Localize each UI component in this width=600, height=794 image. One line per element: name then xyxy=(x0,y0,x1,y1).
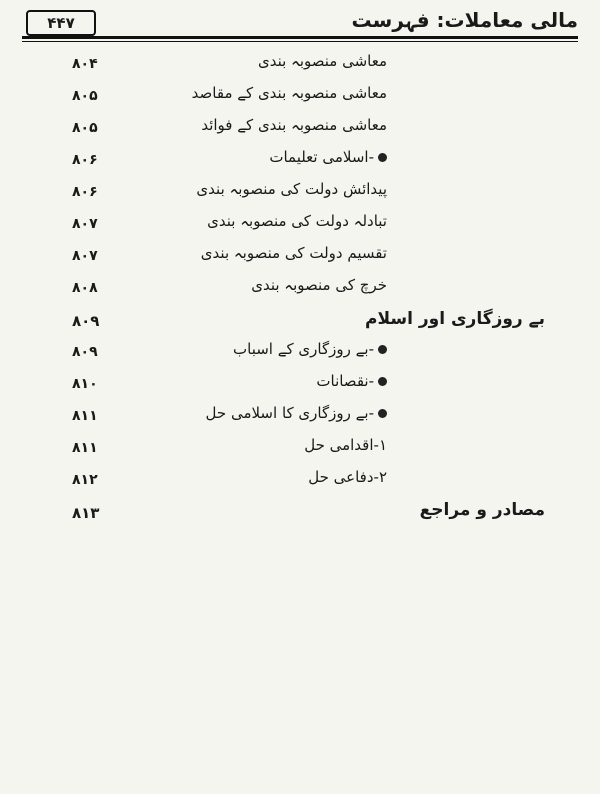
header-rule xyxy=(22,36,578,39)
bullet-icon xyxy=(378,345,387,354)
toc-title-text: تبادلہ دولت کی منصوبہ بندی xyxy=(207,212,387,230)
toc-title-text: -بے روزگاری کے اسباب xyxy=(233,340,374,358)
toc-page-number: ۸۰۷ xyxy=(72,216,98,232)
toc-page-number: ۸۰۶ xyxy=(72,184,98,200)
toc-title-text: ۲-دفاعی حل xyxy=(308,468,387,486)
table-of-contents xyxy=(0,50,600,530)
toc-entry xyxy=(0,242,600,274)
toc-title xyxy=(201,244,387,262)
toc-entry xyxy=(0,402,600,434)
bullet-icon xyxy=(378,377,387,386)
toc-title xyxy=(316,372,387,390)
bullet-icon xyxy=(378,153,387,162)
toc-page-number: ۸۱۱ xyxy=(72,408,98,424)
toc-entry xyxy=(0,210,600,242)
toc-page-number: ۸۰۹ xyxy=(72,344,98,360)
toc-entry xyxy=(0,114,600,146)
toc-title xyxy=(258,52,387,70)
toc-page-number: ۸۱۲ xyxy=(72,472,98,488)
toc-title-text: پیدائش دولت کی منصوبہ بندی xyxy=(196,180,387,198)
toc-title xyxy=(304,436,387,454)
toc-entry xyxy=(0,178,600,210)
toc-title xyxy=(207,212,387,230)
toc-page-number: ۸۰۸ xyxy=(72,280,98,296)
toc-entry xyxy=(0,306,600,338)
toc-title-text: مصادر و مراجع xyxy=(419,500,545,520)
toc-title xyxy=(201,116,387,134)
toc-title-text: خرچ کی منصوبہ بندی xyxy=(251,276,387,294)
toc-title xyxy=(233,340,387,358)
toc-title-text: تقسیم دولت کی منصوبہ بندی xyxy=(200,244,387,262)
toc-page-number: ۸۱۰ xyxy=(72,376,98,392)
toc-page-number: ۸۰۵ xyxy=(72,120,98,136)
toc-page-number: ۸۰۴ xyxy=(72,56,98,72)
toc-title-text: بے روزگاری اور اسلام xyxy=(365,309,545,329)
header-rule-thin xyxy=(22,41,578,42)
toc-title xyxy=(308,468,387,486)
toc-title xyxy=(269,148,387,166)
toc-title-text: معاشی منصوبہ بندی xyxy=(257,52,387,70)
toc-entry xyxy=(0,434,600,466)
toc-title xyxy=(420,500,545,520)
toc-title-text: -بے روزگاری کا اسلامی حل xyxy=(205,404,374,422)
toc-entry xyxy=(0,50,600,82)
toc-title-text: -نقصانات xyxy=(316,372,374,390)
toc-page-number: ۸۰۵ xyxy=(72,88,98,104)
page-header xyxy=(22,8,578,36)
toc-title-text: -اسلامی تعلیمات xyxy=(269,148,374,166)
toc-entry xyxy=(0,466,600,498)
running-title: مالی معاملات: فہرست xyxy=(351,8,578,32)
toc-entry xyxy=(0,370,600,402)
toc-entry xyxy=(0,274,600,306)
toc-title xyxy=(365,308,545,329)
toc-entry xyxy=(0,146,600,178)
toc-title-text: معاشی منصوبہ بندی کے فوائد xyxy=(201,116,387,134)
toc-page-number: ۸۱۱ xyxy=(72,440,98,456)
toc-title xyxy=(251,276,387,294)
toc-entry xyxy=(0,498,600,530)
toc-title xyxy=(206,404,387,422)
toc-entry xyxy=(0,338,600,370)
toc-page-number: ۸۰۷ xyxy=(72,248,98,264)
toc-page-number: ۸۰۶ xyxy=(72,152,98,168)
toc-title-text: معاشی منصوبہ بندی کے مقاصد xyxy=(191,84,387,102)
toc-title-text: ۱-اقدامی حل xyxy=(304,436,387,454)
toc-page-number: ۸۱۳ xyxy=(72,504,100,522)
toc-entry xyxy=(0,82,600,114)
bullet-icon xyxy=(378,409,387,418)
toc-title xyxy=(196,180,387,198)
toc-page-number: ۸۰۹ xyxy=(72,312,100,330)
toc-title xyxy=(192,84,387,102)
page-number: ۴۴۷ xyxy=(26,10,96,36)
